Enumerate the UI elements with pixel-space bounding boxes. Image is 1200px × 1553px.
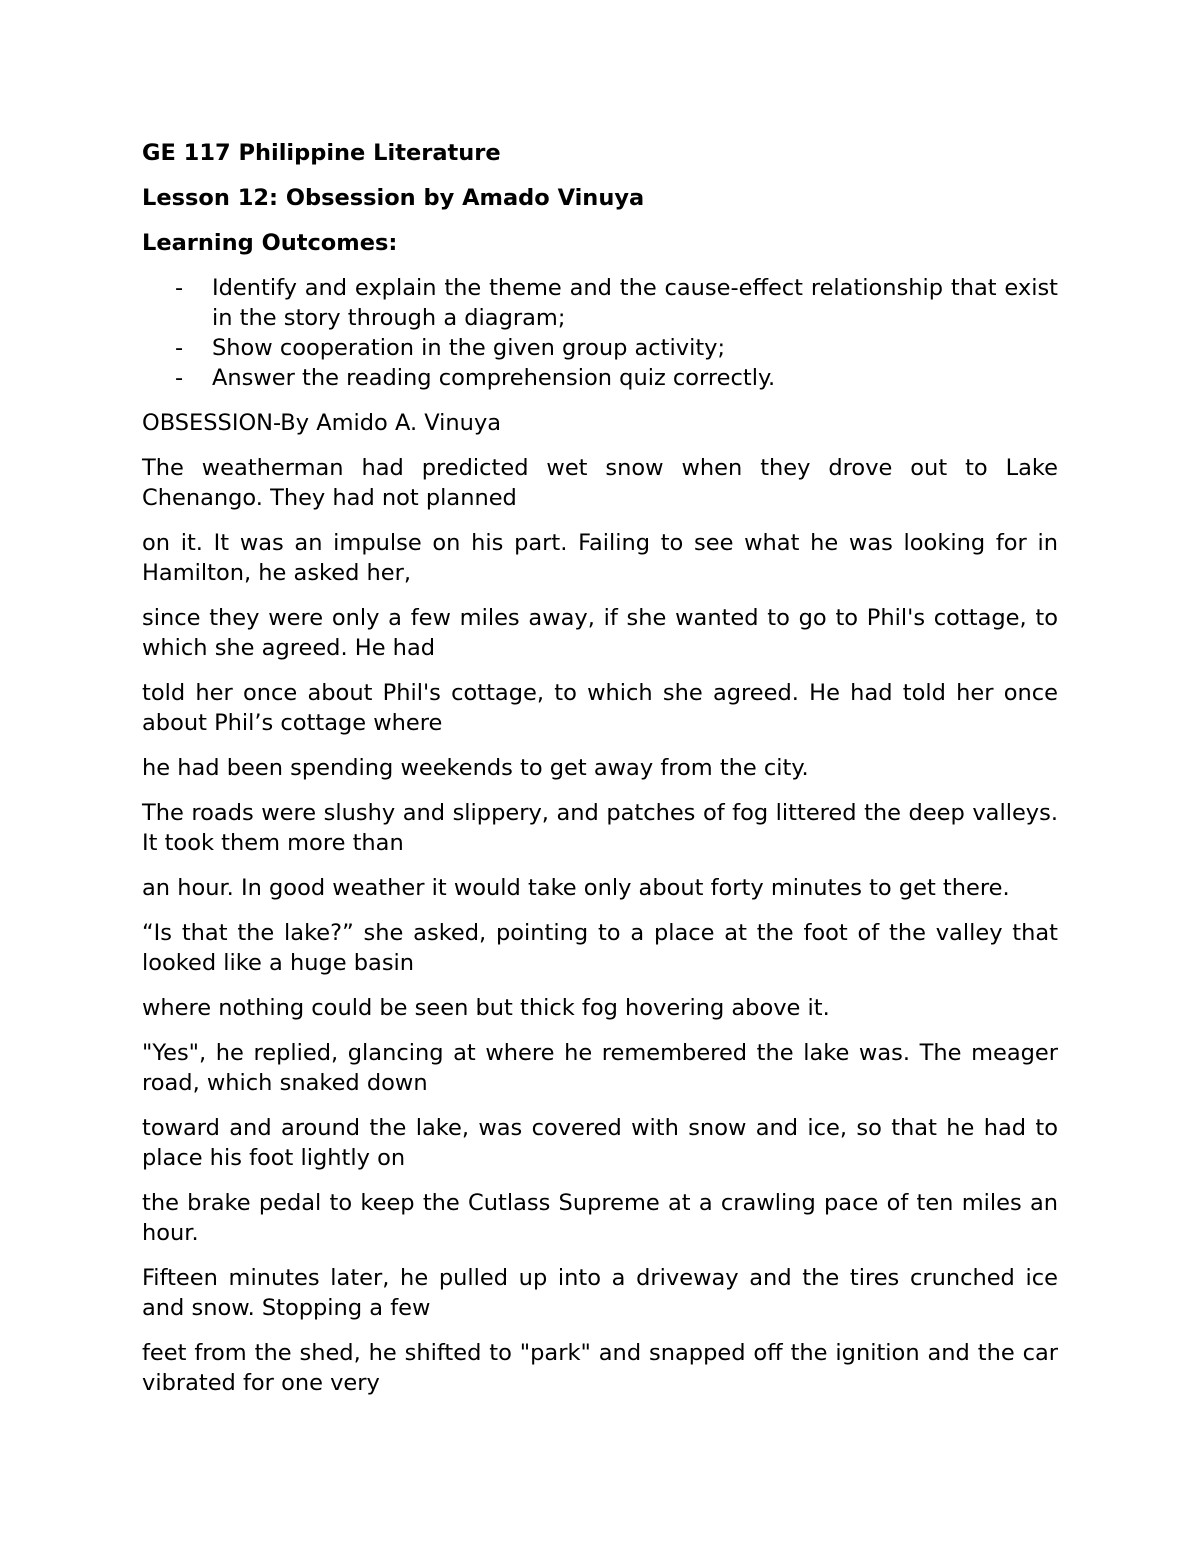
story-paragraph: Fifteen minutes later, he pulled up into a driveway and the tires crunched ice and snow. Stopping a few [142,1265,1058,1321]
story-paragraph: he had been spending weekends to get away from the city. [142,755,809,781]
story-paragraph: the brake pedal to keep the Cutlass Supreme at a crawling pace of ten miles an hour. [142,1190,1058,1246]
story-paragraph: toward and around the lake, was covered with snow and ice, so that he had to place his foot lightly on [142,1115,1058,1171]
story-paragraph: feet from the shed, he shifted to "park" and snapped off the ignition and the car vibrated for one very [142,1340,1058,1396]
story-paragraph: where nothing could be seen but thick fog hovering above it. [142,995,830,1021]
list-item [142,363,1058,393]
lesson-title: Lesson 12: Obsession by Amado Vinuya [142,185,645,211]
learning-outcomes-list [142,273,1058,393]
bullet-dash: - [175,365,184,391]
story-heading: OBSESSION-By Amido A. Vinuya [142,410,502,436]
story-paragraph: The roads were slushy and slippery, and patches of fog littered the deep valleys. It took them more than [142,800,1058,856]
list-item [142,273,1058,333]
outcome-text: Show cooperation in the given group activity; [212,335,726,361]
outcomes-heading: Learning Outcomes: [142,230,398,256]
outcome-text: Answer the reading comprehension quiz correctly. [212,365,776,391]
story-paragraph: an hour. In good weather it would take only about forty minutes to get there. [142,875,1010,901]
document-page [142,138,1058,1413]
outcome-text: Identify and explain the theme and the cause-effect relationship that exist in the story through a diagram; [212,275,1058,331]
course-title: GE 117 Philippine Literature [142,140,501,166]
story-paragraph: The weatherman had predicted wet snow when they drove out to Lake Chenango. They had not planned [142,455,1058,511]
list-item [142,333,1058,363]
story-paragraph: told her once about Phil's cottage, to which she agreed. He had told her once about Phil’s cottage where [142,680,1058,736]
story-paragraph: "Yes", he replied, glancing at where he remembered the lake was. The meager road, which snaked down [142,1040,1058,1096]
story-paragraph: since they were only a few miles away, if she wanted to go to Phil's cottage, to which she agreed. He had [142,605,1058,661]
bullet-dash: - [175,275,184,301]
story-paragraph: on it. It was an impulse on his part. Failing to see what he was looking for in Hamilton, he asked her, [142,530,1058,586]
bullet-dash: - [175,335,184,361]
story-paragraph: “Is that the lake?” she asked, pointing to a place at the foot of the valley that looked like a huge basin [142,920,1058,976]
